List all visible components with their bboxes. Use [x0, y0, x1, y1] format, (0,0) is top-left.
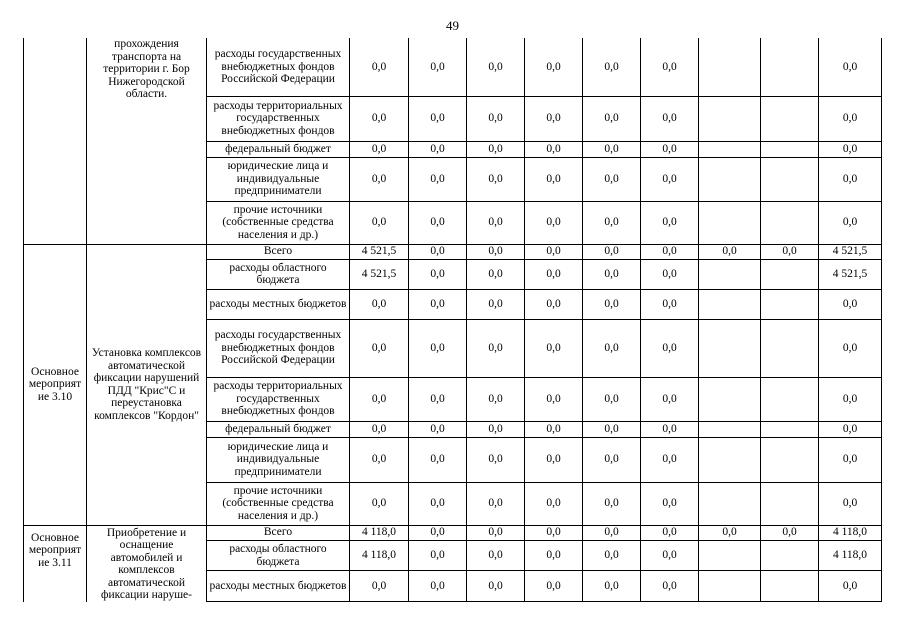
value-cell: 0,0: [409, 141, 467, 157]
value-cell: 0,0: [350, 201, 409, 244]
value-cell: 0,0: [641, 482, 699, 525]
value-cell: 0,0: [583, 38, 641, 96]
value-cell: [761, 482, 819, 525]
value-cell: 0,0: [641, 571, 699, 602]
measure-code: Основное мероприятие 3.11: [24, 525, 87, 602]
value-cell: 0,0: [525, 319, 583, 377]
funding-source: расходы местных бюджетов: [207, 289, 350, 319]
value-cell: 0,0: [350, 421, 409, 437]
value-cell: 0,0: [467, 96, 525, 141]
value-cell: [699, 201, 761, 244]
value-cell: 0,0: [583, 141, 641, 157]
value-cell: [761, 96, 819, 141]
value-cell: 0,0: [583, 259, 641, 289]
value-cell: [699, 482, 761, 525]
value-cell: 0,0: [525, 525, 583, 540]
budget-table: [23, 38, 882, 602]
value-cell: 0,0: [350, 289, 409, 319]
funding-source: расходы государственных внебюджетных фондов Российской Федерации: [207, 38, 350, 96]
funding-source: Всего: [207, 244, 350, 259]
value-cell: [761, 38, 819, 96]
value-cell: 0,0: [641, 525, 699, 540]
value-cell: 0,0: [525, 201, 583, 244]
value-cell: 0,0: [467, 259, 525, 289]
value-cell: 0,0: [467, 244, 525, 259]
value-cell: 0,0: [409, 525, 467, 540]
value-cell: 0,0: [525, 259, 583, 289]
value-cell: 0,0: [641, 540, 699, 571]
value-cell: 0,0: [350, 482, 409, 525]
value-cell: 4 118,0: [819, 525, 882, 540]
funding-source: расходы территориальных государственных внебюджетных фондов: [207, 377, 350, 421]
value-cell: [699, 38, 761, 96]
value-cell: [761, 289, 819, 319]
value-cell: 0,0: [641, 437, 699, 482]
value-cell: [761, 571, 819, 602]
value-cell: [699, 571, 761, 602]
funding-source: расходы областного бюджета: [207, 540, 350, 571]
funding-source: расходы местных бюджетов: [207, 571, 350, 602]
value-cell: 4 521,5: [350, 244, 409, 259]
funding-source: прочие источники (собственные средства населения и др.): [207, 482, 350, 525]
value-cell: 0,0: [467, 141, 525, 157]
value-cell: 4 521,5: [350, 259, 409, 289]
value-cell: [761, 377, 819, 421]
value-cell: [699, 259, 761, 289]
value-cell: 0,0: [583, 289, 641, 319]
value-cell: 0,0: [467, 377, 525, 421]
value-cell: 0,0: [350, 571, 409, 602]
value-cell: 0,0: [819, 157, 882, 201]
value-cell: [761, 201, 819, 244]
value-cell: 0,0: [641, 259, 699, 289]
value-cell: [699, 289, 761, 319]
value-cell: 0,0: [409, 201, 467, 244]
value-cell: 0,0: [583, 437, 641, 482]
value-cell: 4 118,0: [350, 540, 409, 571]
value-cell: 0,0: [409, 437, 467, 482]
value-cell: 0,0: [467, 525, 525, 540]
value-cell: [761, 259, 819, 289]
value-cell: 0,0: [409, 377, 467, 421]
value-cell: 0,0: [583, 525, 641, 540]
funding-source: юридические лица и индивидуальные предприниматели: [207, 157, 350, 201]
value-cell: 0,0: [409, 259, 467, 289]
measure-title: прохождения транспорта на территории г. Бор Нижегородской области.: [87, 38, 207, 244]
value-cell: 0,0: [583, 244, 641, 259]
value-cell: 0,0: [525, 482, 583, 525]
value-cell: 0,0: [699, 244, 761, 259]
value-cell: 0,0: [641, 319, 699, 377]
value-cell: 0,0: [583, 482, 641, 525]
value-cell: [761, 421, 819, 437]
value-cell: 0,0: [641, 377, 699, 421]
value-cell: 0,0: [819, 437, 882, 482]
measure-title: Приобретение и оснащение автомобилей и комплексов автоматической фиксации наруше-: [87, 525, 207, 602]
funding-source: расходы территориальных государственных внебюджетных фондов: [207, 96, 350, 141]
value-cell: [761, 437, 819, 482]
value-cell: 0,0: [409, 38, 467, 96]
value-cell: 4 521,5: [819, 244, 882, 259]
value-cell: [699, 96, 761, 141]
value-cell: 0,0: [467, 201, 525, 244]
value-cell: 0,0: [409, 571, 467, 602]
value-cell: 0,0: [409, 482, 467, 525]
value-cell: 0,0: [350, 157, 409, 201]
value-cell: 0,0: [350, 141, 409, 157]
value-cell: [761, 141, 819, 157]
value-cell: 0,0: [819, 96, 882, 141]
value-cell: 0,0: [819, 289, 882, 319]
value-cell: 0,0: [467, 289, 525, 319]
value-cell: 0,0: [641, 157, 699, 201]
value-cell: 4 521,5: [819, 259, 882, 289]
value-cell: 0,0: [819, 377, 882, 421]
value-cell: 0,0: [641, 38, 699, 96]
value-cell: 4 118,0: [819, 540, 882, 571]
value-cell: 0,0: [583, 157, 641, 201]
value-cell: [761, 540, 819, 571]
value-cell: 0,0: [525, 540, 583, 571]
table-row: [24, 244, 882, 259]
value-cell: 4 118,0: [350, 525, 409, 540]
value-cell: 0,0: [819, 319, 882, 377]
value-cell: 0,0: [525, 571, 583, 602]
value-cell: 0,0: [819, 201, 882, 244]
page-number: 49: [446, 18, 459, 33]
value-cell: 0,0: [467, 421, 525, 437]
value-cell: 0,0: [467, 157, 525, 201]
value-cell: 0,0: [583, 421, 641, 437]
value-cell: 0,0: [583, 377, 641, 421]
funding-source: прочие источники (собственные средства населения и др.): [207, 201, 350, 244]
value-cell: [699, 540, 761, 571]
value-cell: 0,0: [350, 96, 409, 141]
funding-source: федеральный бюджет: [207, 421, 350, 437]
value-cell: [761, 319, 819, 377]
value-cell: 0,0: [641, 96, 699, 141]
funding-source: федеральный бюджет: [207, 141, 350, 157]
value-cell: 0,0: [819, 421, 882, 437]
value-cell: [761, 157, 819, 201]
value-cell: 0,0: [409, 244, 467, 259]
value-cell: [699, 319, 761, 377]
value-cell: 0,0: [467, 571, 525, 602]
funding-source: расходы областного бюджета: [207, 259, 350, 289]
value-cell: 0,0: [819, 38, 882, 96]
value-cell: 0,0: [467, 540, 525, 571]
value-cell: 0,0: [761, 244, 819, 259]
value-cell: 0,0: [583, 540, 641, 571]
value-cell: 0,0: [819, 482, 882, 525]
value-cell: 0,0: [641, 244, 699, 259]
value-cell: 0,0: [350, 377, 409, 421]
value-cell: 0,0: [409, 157, 467, 201]
value-cell: [699, 377, 761, 421]
value-cell: 0,0: [583, 96, 641, 141]
value-cell: 0,0: [819, 141, 882, 157]
funding-source: юридические лица и индивидуальные предприниматели: [207, 437, 350, 482]
funding-source: расходы государственных внебюджетных фондов Российской Федерации: [207, 319, 350, 377]
value-cell: 0,0: [409, 96, 467, 141]
funding-source: Всего: [207, 525, 350, 540]
value-cell: 0,0: [467, 482, 525, 525]
value-cell: [699, 141, 761, 157]
value-cell: 0,0: [525, 377, 583, 421]
value-cell: 0,0: [409, 289, 467, 319]
value-cell: 0,0: [641, 201, 699, 244]
value-cell: 0,0: [525, 141, 583, 157]
value-cell: 0,0: [525, 96, 583, 141]
value-cell: 0,0: [409, 540, 467, 571]
value-cell: 0,0: [525, 421, 583, 437]
value-cell: 0,0: [525, 38, 583, 96]
value-cell: [699, 157, 761, 201]
value-cell: 0,0: [525, 244, 583, 259]
value-cell: 0,0: [467, 319, 525, 377]
measure-code: Основное мероприятие 3.10: [24, 244, 87, 525]
value-cell: 0,0: [350, 319, 409, 377]
value-cell: [699, 421, 761, 437]
value-cell: 0,0: [525, 437, 583, 482]
table-row: [24, 38, 882, 96]
value-cell: 0,0: [583, 201, 641, 244]
value-cell: 0,0: [350, 38, 409, 96]
value-cell: 0,0: [409, 319, 467, 377]
value-cell: 0,0: [641, 141, 699, 157]
value-cell: 0,0: [583, 319, 641, 377]
value-cell: 0,0: [641, 421, 699, 437]
value-cell: 0,0: [641, 289, 699, 319]
value-cell: [699, 437, 761, 482]
value-cell: 0,0: [467, 38, 525, 96]
value-cell: 0,0: [699, 525, 761, 540]
table-row: [24, 525, 882, 540]
value-cell: 0,0: [350, 437, 409, 482]
measure-code: [24, 38, 87, 244]
measure-title: Установка комплексов автоматической фиксации нарушений ПДД "Крис"С и переустановка комплексов "Кордон": [87, 244, 207, 525]
value-cell: 0,0: [467, 437, 525, 482]
value-cell: 0,0: [525, 289, 583, 319]
value-cell: 0,0: [409, 421, 467, 437]
value-cell: 0,0: [761, 525, 819, 540]
value-cell: 0,0: [525, 157, 583, 201]
value-cell: 0,0: [819, 571, 882, 602]
value-cell: 0,0: [583, 571, 641, 602]
